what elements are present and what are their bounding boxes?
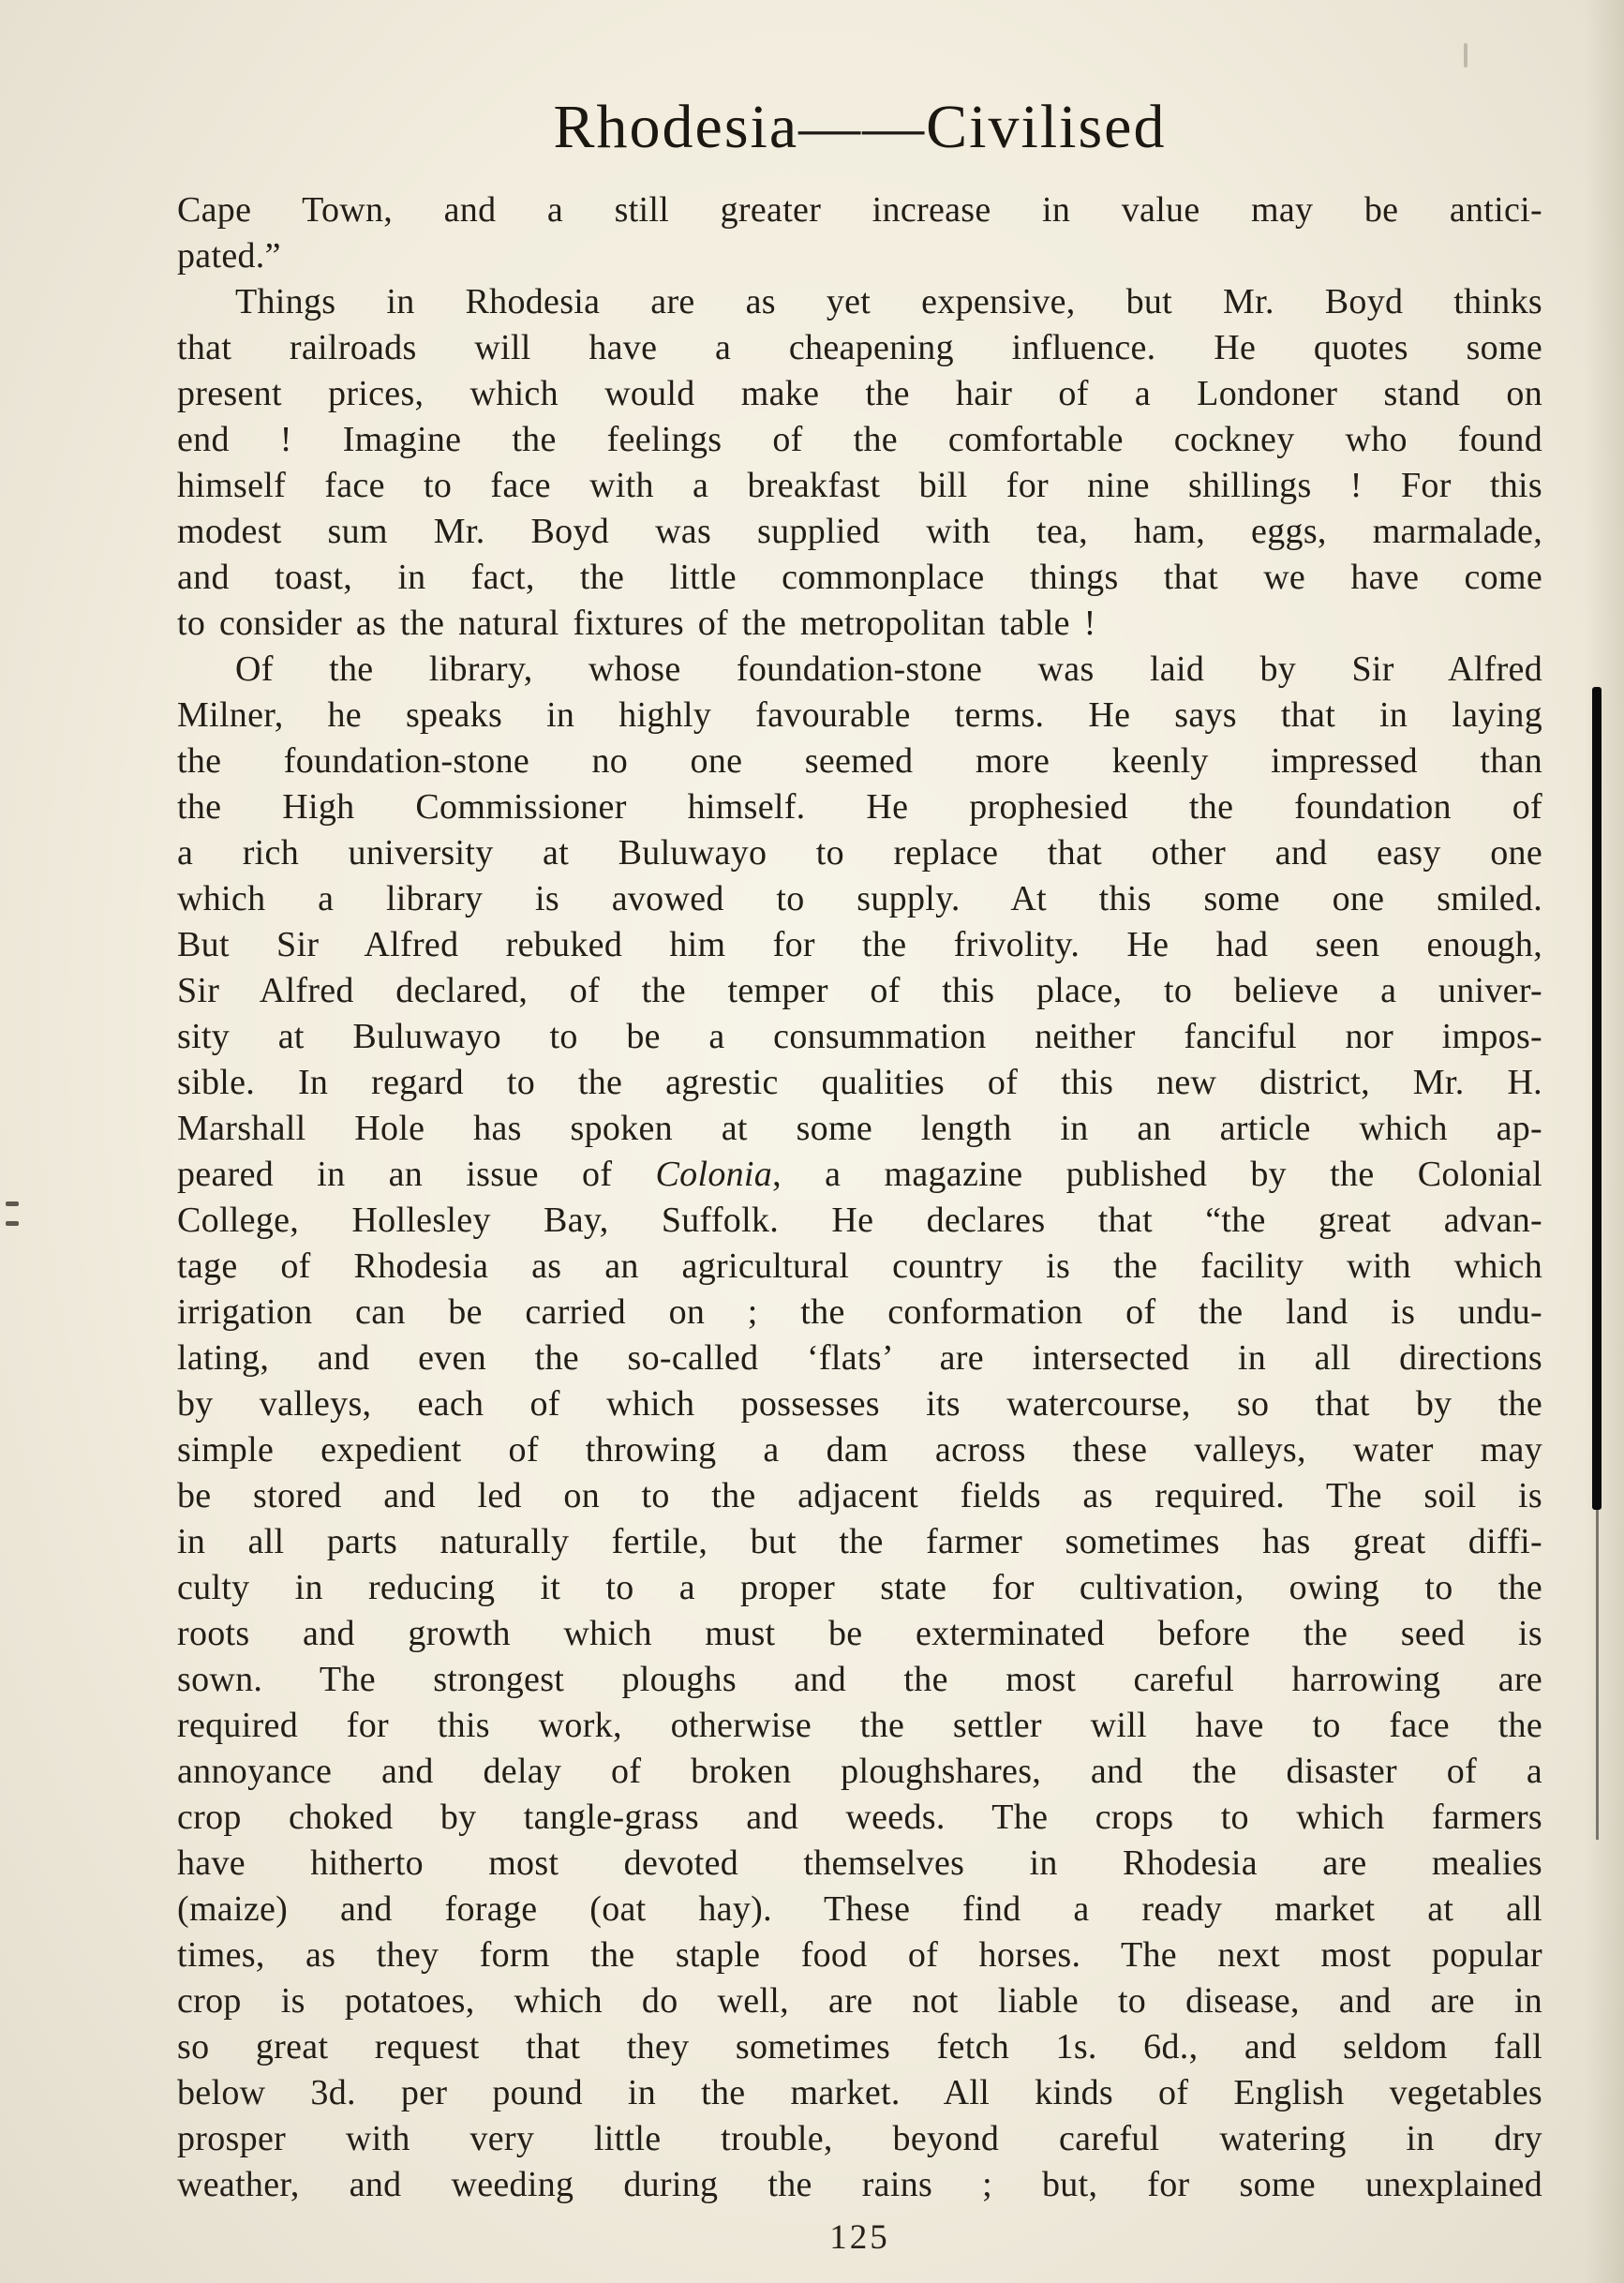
text-line: College, Hollesley Bay, Suffolk. He declares that “the great advan- xyxy=(177,1201,1542,1240)
text-line: which a library is avowed to supply. At this some one smiled. xyxy=(177,879,1542,918)
text-line: sown. The strongest ploughs and the most careful harrowing are xyxy=(177,1660,1542,1699)
text-line: Of the library, whose foundation-stone was laid by Sir Alfred xyxy=(235,649,1542,689)
text-line: end ! Imagine the feelings of the comfortable cockney who found xyxy=(177,420,1542,459)
text-line: (maize) and forage (oat hay). These find a ready market at all xyxy=(177,1889,1542,1929)
text-line: But Sir Alfred rebuked him for the frivolity. He had seen enough, xyxy=(177,925,1542,964)
text-line: so great request that they sometimes fetch 1s. 6d., and seldom fall xyxy=(177,2027,1542,2067)
text-line: to consider as the natural fixtures of the metropolitan table ! xyxy=(177,604,1096,643)
page-title: Rhodesia——Civilised xyxy=(553,93,1167,161)
text-line: pated.” xyxy=(177,236,281,276)
scan-speck xyxy=(6,1201,19,1206)
text-line: have hitherto most devoted themselves in Rhodesia are mealies xyxy=(177,1843,1542,1883)
text-line: Marshall Hole has spoken at some length in an article which ap- xyxy=(177,1109,1542,1148)
text-line: sible. In regard to the agrestic qualities of this new district, Mr. H. xyxy=(177,1063,1542,1102)
text-line: Things in Rhodesia are as yet expensive, but Mr. Boyd thinks xyxy=(235,282,1542,321)
page-number: 125 xyxy=(829,2218,890,2257)
text-line: prosper with very little trouble, beyond careful watering in dry xyxy=(177,2119,1542,2158)
text-line: annoyance and delay of broken ploughshares, and the disaster of a xyxy=(177,1752,1542,1791)
text-line: simple expedient of throwing a dam across these valleys, water may xyxy=(177,1430,1542,1470)
text-line: the High Commissioner himself. He prophesied the foundation of xyxy=(177,787,1542,827)
text-line: required for this work, otherwise the settler will have to face the xyxy=(177,1706,1542,1745)
text-line: be stored and led on to the adjacent fields as required. The soil is xyxy=(177,1476,1542,1515)
text-line: the foundation-stone no one seemed more keenly impressed than xyxy=(177,741,1542,781)
scan-speck xyxy=(6,1221,19,1226)
scan-artifact-top-dash xyxy=(1464,43,1468,67)
text-line: sity at Buluwayo to be a consummation neither fanciful nor impos- xyxy=(177,1017,1542,1056)
text-line: irrigation can be carried on ; the conformation of the land is undu- xyxy=(177,1292,1542,1332)
text-line: present prices, which would make the hair of a Londoner stand on xyxy=(177,374,1542,413)
text-line: crop choked by tangle-grass and weeds. The crops to which farmers xyxy=(177,1798,1542,1837)
text-line: peared in an issue of Colonia, a magazine published by the Colonial xyxy=(177,1155,1542,1194)
text-line: Milner, he speaks in highly favourable terms. He says that in laying xyxy=(177,695,1542,735)
text-line: modest sum Mr. Boyd was supplied with tea, ham, eggs, marmalade, xyxy=(177,512,1542,551)
text-line: himself face to face with a breakfast bill for nine shillings ! For this xyxy=(177,466,1542,505)
text-line: roots and growth which must be exterminated before the seed is xyxy=(177,1614,1542,1653)
text-line: weather, and weeding during the rains ; but, for some unexplained xyxy=(177,2165,1542,2204)
text-line: tage of Rhodesia as an agricultural country is the facility with which xyxy=(177,1246,1542,1286)
scan-artifact-right-line xyxy=(1596,1510,1599,1840)
text-line: culty in reducing it to a proper state for cultivation, owing to the xyxy=(177,1568,1542,1607)
body-text xyxy=(177,187,1542,2208)
text-line: below 3d. per pound in the market. All kinds of English vegetables xyxy=(177,2073,1542,2112)
text-line: and toast, in fact, the little commonplace things that we have come xyxy=(177,558,1542,597)
text-line: a rich university at Buluwayo to replace that other and easy one xyxy=(177,833,1542,873)
text-line: times, as they form the staple food of horses. The next most popular xyxy=(177,1935,1542,1975)
text-line: in all parts naturally fertile, but the farmer sometimes has great diffi- xyxy=(177,1522,1542,1561)
text-line: Sir Alfred declared, of the temper of this place, to believe a univer- xyxy=(177,971,1542,1010)
text-line: crop is potatoes, which do well, are not liable to disease, and are in xyxy=(177,1981,1542,2021)
scan-artifact-left-marks xyxy=(6,1201,21,1235)
text-line: by valleys, each of which possesses its watercourse, so that by the xyxy=(177,1384,1542,1424)
text-line: Cape Town, and a still greater increase in value may be antici- xyxy=(177,190,1542,230)
text-line: that railroads will have a cheapening influence. He quotes some xyxy=(177,328,1542,367)
text-line: lating, and even the so-called ‘flats’ are intersected in all directions xyxy=(177,1338,1542,1378)
scan-artifact-right-bar xyxy=(1592,687,1602,1510)
